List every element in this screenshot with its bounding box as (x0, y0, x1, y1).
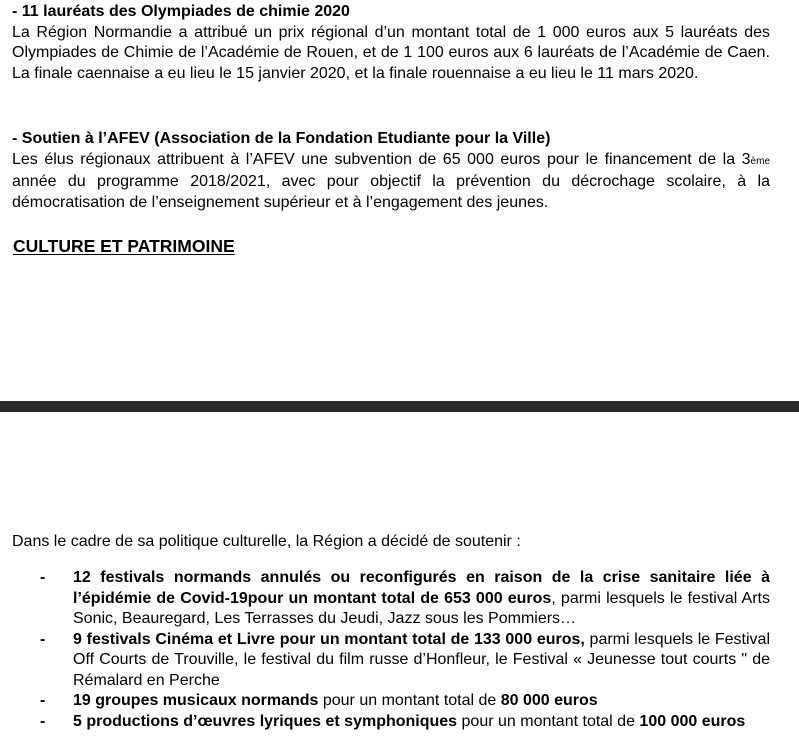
list-dash: - (40, 712, 46, 730)
item-bold-amount: 80 000 euros (500, 692, 598, 709)
item-text: parmi lesquels le Festival Off Courts de Trouville, le festival du film russe d’Honfleur, le Festival « Jeunesse tout courts " de Rémalard en Perche (73, 630, 770, 689)
item-bold-amount: 100 000 euros (639, 712, 746, 730)
list-dash: - (40, 692, 46, 709)
page-divider (0, 401, 799, 412)
item-bold-text: 5 productions d’œuvres lyriques et symphoniques (73, 712, 458, 730)
item-bold-text: 19 groupes musicaux normands (73, 692, 319, 709)
item-text: pour un montant total de (318, 692, 501, 709)
afev-paragraph (12, 150, 770, 214)
culture-intro: Dans le cadre de sa politique culturelle, la Région a décidé de soutenir : (12, 533, 521, 550)
olympiades-paragraph: La Région Normandie a attribué un prix régional d’un montant total de 1 000 euros aux 5 lauréats des Olympiades de Chimie de l’Académie de Rouen, et de 1 100 euros aux 6 lauréats de l’Académie de Caen. La finale caennaise a eu lieu le 15 janvier 2020, et la finale rouennaise a eu lieu le 11 mars 2020. (12, 23, 770, 82)
afev-text-part2: année du programme 2018/2021, avec pour objectif la prévention du décrochage scolaire, à la démocratisation de l’enseignement supérieur et à l’engagement des jeunes. (12, 173, 770, 211)
afev-text-part1: Les élus régionaux attribuent à l’AFEV une subvention de 65 000 euros pour le financement de la 3 (12, 150, 751, 168)
list-dash: - (40, 630, 46, 648)
list-item (40, 712, 770, 733)
item-bold-text: 12 festivals normands annulés ou reconfigurés en raison de la crise sanitaire liée à l’épidémie de Covid-19pour un montant total de 653 000 euros (73, 569, 770, 607)
list-item (40, 568, 770, 630)
culture-heading: CULTURE ET PATRIMOINE (13, 236, 235, 256)
list-item (40, 691, 770, 712)
afev-title: - Soutien à l’AFEV (Association de la Fondation Etudiante pour la Ville) (12, 130, 551, 147)
superscript-eme: ème (750, 155, 770, 167)
item-text: pour un montant total de (457, 712, 640, 730)
list-item (40, 630, 770, 692)
olympiades-title: - 11 lauréats des Olympiades de chimie 2020 (12, 3, 350, 20)
item-bold-text: 9 festivals Cinéma et Livre pour un montant total de 133 000 euros, (73, 630, 585, 648)
culture-list (40, 568, 770, 732)
list-dash: - (40, 569, 46, 586)
item-text: , parmi lesquels le festival Arts Sonic, Beauregard, Les Terrasses du Jeudi, Jazz sous les Pommiers… (73, 589, 770, 627)
